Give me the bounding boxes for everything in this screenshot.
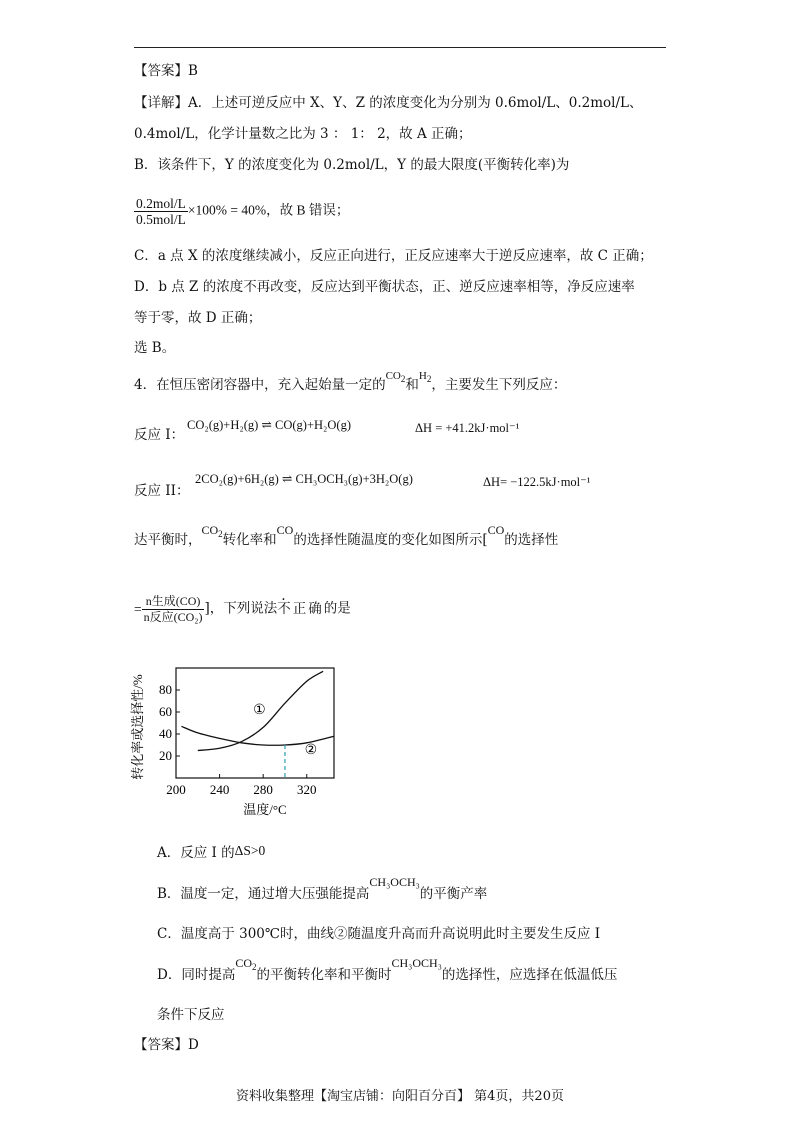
conversion-fraction (134, 196, 188, 227)
reaction-2-label: 反应 II： (134, 483, 190, 499)
detail-d: D．b 点 Z 的浓度不再改变，反应达到平衡状态，正、逆反应速率相等，净反应速率 (134, 279, 635, 295)
detail-a: 【详解】A．上述可逆反应中 X、Y、Z 的浓度变化为分别为 0.6mol/L、0.2mol/L、 (134, 95, 643, 111)
selectivity-denominator: n反应(CO₂) (143, 610, 203, 624)
answer-1: 【答案】B (134, 63, 198, 79)
question-prompt-end: 的是 (323, 600, 351, 617)
option-d-co2: CO (235, 956, 252, 970)
chart-labels (130, 674, 317, 817)
detail-d-cont: 等于零，故 D 正确； (134, 310, 262, 326)
selectivity-intro: 达平衡时，$CO_2$转化率和CO的选择性随温度的变化如图所示[CO的选择性 (134, 523, 559, 548)
page-footer: 资料收集整理【淘宝店铺：向阳百分百】 第4页，共20页 (236, 1089, 564, 1104)
option-b (157, 875, 488, 903)
x-tick-label: 320 (297, 782, 317, 797)
selectivity-text-3: 的选择性随温度的变化如图所示[ (293, 532, 488, 548)
option-b-formula: CH₃OCH₃ (369, 875, 420, 889)
option-a-text: A．反应 I 的 (157, 845, 235, 861)
temperature-chart (130, 660, 360, 820)
co-formula-2: CO (487, 523, 505, 537)
y-tick-label: 60 (159, 704, 172, 719)
x-axis-label: 温度/°C (243, 802, 287, 817)
fraction-numerator: 0.2mol/L (136, 196, 186, 211)
option-d: D．同时提高$CO_2$的平衡转化率和平衡时CH₃OCH₃的选择性，应选择在低温低压 (157, 956, 618, 983)
option-d-cont: 条件下反应 (157, 1007, 225, 1023)
reaction-2-enthalpy: ΔH= −122.5kJ·mol⁻¹ (483, 475, 591, 489)
selectivity-text-4: 的选择性 (504, 532, 559, 548)
question-4-text-end: ，主要发生下列反应： (431, 377, 567, 393)
reaction-2-equation: 2CO₂(g)+6H₂(g) ⇌ CH₃OCH₃(g)+3H₂O(g) (195, 472, 413, 486)
y-tick-label: 80 (159, 682, 172, 697)
selectivity-numerator: n生成(CO) (142, 594, 205, 610)
option-b-text: B．温度一定，通过增大压强能提高 (157, 886, 370, 902)
option-c: C．温度高于 300℃时，曲线②随温度升高而升高说明此时主要发生反应 I (157, 926, 601, 942)
co-formula: CO (276, 523, 294, 537)
option-b-text-end: 的平衡产率 (419, 886, 488, 902)
selectivity-text-2: 转化率和 (222, 532, 277, 548)
and-text: 和 (405, 377, 419, 393)
series-2-label: ② (304, 742, 318, 758)
option-d-formula: CH₃OCH₃ (391, 956, 442, 970)
fraction-denominator: 0.5mol/L (136, 212, 186, 227)
series-1-label: ① (253, 703, 266, 719)
option-d-text: D．同时提高 (157, 967, 236, 983)
question-prompt: ]，下列说法 (204, 600, 278, 617)
detail-c: C．a 点 X 的浓度继续减小，反应正向进行，正反应速率大于逆反应速率，故 C 正确； (134, 248, 653, 264)
co2-formula-2: CO (201, 523, 219, 537)
chart-series (181, 671, 334, 778)
x-tick-label: 200 (166, 782, 186, 797)
header-rule (134, 47, 666, 48)
choose-answer: 选 B。 (134, 340, 176, 356)
detail-b-conclusion: ，故 B 错误； (266, 202, 350, 218)
h2-formula: H (418, 370, 427, 382)
answer-2: 【答案】D (134, 1037, 199, 1053)
option-a (157, 844, 265, 862)
y-tick-label: 40 (159, 726, 172, 741)
option-d-text-end: 的选择性，应选择在低温低压 (441, 967, 618, 983)
question-4-text: 4．在恒压密闭容器中，充入起始量一定的 (134, 377, 386, 393)
selectivity-definition: = $\frac{\text{n生成(CO)}}{\text{n反应(CO₂)}}$ ]，下列说法不正确的是 (134, 594, 351, 624)
question-4-intro: 4．在恒压密闭容器中，充入起始量一定的$^{CO_2}$和$^{H_2}$，主要发生下列反应： (134, 370, 567, 393)
co2-formula: CO (385, 370, 401, 382)
plot-frame (176, 668, 334, 778)
emphasis-not-correct: 不正确 (277, 600, 324, 617)
reaction-1-label: 反应 I： (134, 427, 185, 443)
selectivity-text-1: 达平衡时， (134, 532, 202, 548)
option-d-text-mid: 的平衡转化率和平衡时 (256, 967, 392, 983)
x-tick-label: 280 (253, 782, 273, 797)
option-a-entropy: ΔS>0 (234, 843, 266, 858)
detail-a-cont: 0.4mol/L，化学计量数之比为 3 ： 1： 2，故 A 正确； (134, 126, 472, 142)
chart-axes (176, 668, 334, 778)
reaction-1-equation: CO₂(g)+H₂(g) ⇌ CO(g)+H₂O(g) (187, 418, 352, 432)
y-axis-label: 转化率或选择性/% (130, 674, 145, 780)
fraction-result: ×100% = 40% (187, 202, 267, 218)
reaction-1-enthalpy: ΔH = +41.2kJ·mol⁻¹ (415, 421, 520, 435)
x-tick-label: 240 (209, 782, 230, 797)
fraction-line (134, 196, 349, 227)
detail-b: B．该条件下，Y 的浓度变化为 0.2mol/L，Y 的最大限度(平衡转化率)为 (134, 157, 570, 173)
y-tick-label: 20 (159, 748, 172, 763)
